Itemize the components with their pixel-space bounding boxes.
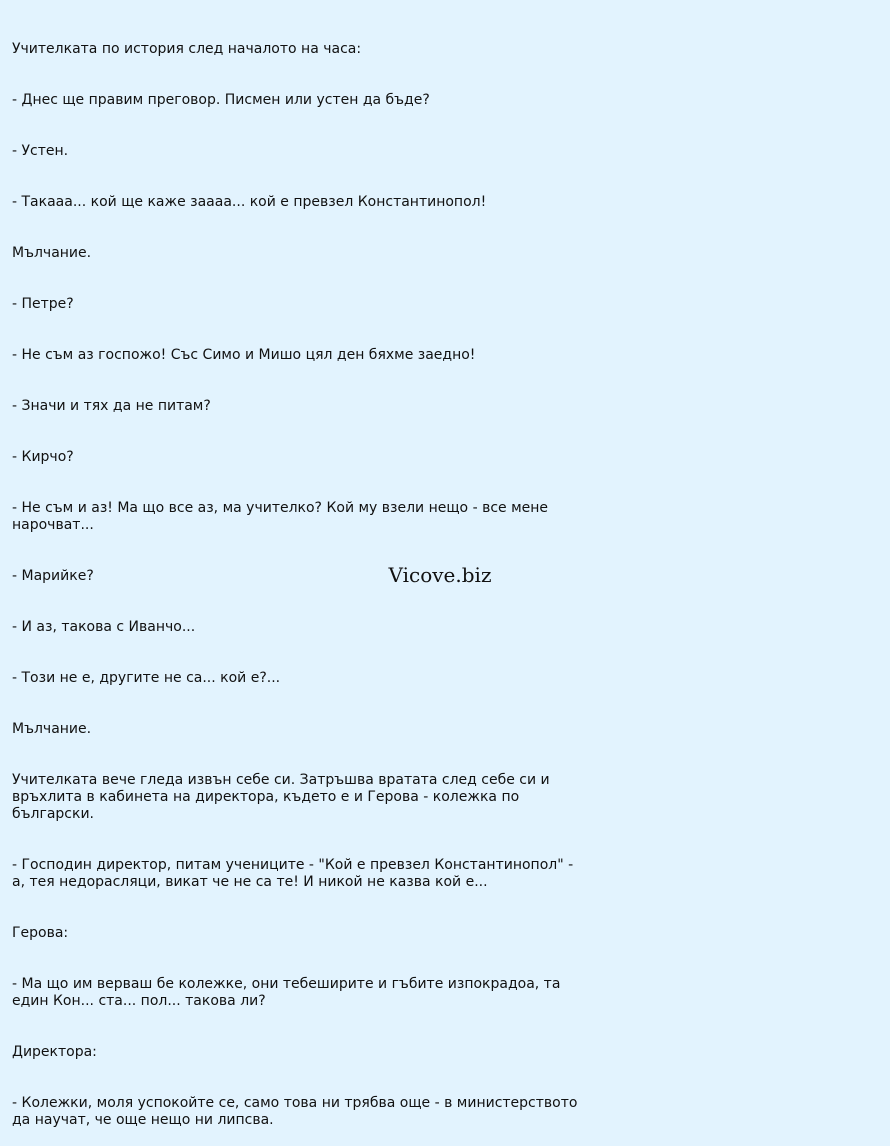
joke-line: - Днес ще правим преговор. Писмен или устен да бъде?: [12, 92, 430, 108]
joke-line: Мълчание.: [12, 245, 92, 261]
joke-line: Учителката вече гледа извън себе си. Затръшва вратата след себе си и връхлита в кабинета на директора, където е и Герова - колежка по български.: [12, 772, 555, 822]
joke-line: - Кирчо?: [12, 449, 74, 465]
joke-line: Директора:: [12, 1044, 97, 1060]
joke-line: - Господин директор, питам учениците - "Кой е превзел Константинопол" - а, тея недорасляци, викат че не са те! И никой не казва кой е...: [12, 857, 578, 890]
joke-line: - Този не е, другите не са... кой е?...: [12, 670, 281, 686]
joke-line: Мълчание.: [12, 721, 92, 737]
joke-line: - Такааа... кой ще каже заааа... кой е превзел Константинопол!: [12, 194, 487, 210]
joke-line: Герова:: [12, 925, 69, 941]
joke-line: - Значи и тях да не питам?: [12, 398, 211, 414]
joke-line: - Колежки, моля успокойте се, само това ни трябва още - в министерството да научат, че още нещо ни липсва.: [12, 1095, 582, 1128]
joke-line: - Устен.: [12, 143, 69, 159]
joke-line: - Ма що им верваш бе колежке, они тебеширите и гъбите изпокрадоа, та един Кон... ста... пол... такова ли?: [12, 976, 565, 1009]
joke-line: - И аз, такова с Иванчо...: [12, 619, 196, 635]
site-brand: Vicove.biz: [388, 563, 492, 587]
joke-line: - Марийке?: [12, 568, 94, 584]
joke-line: - Петре?: [12, 296, 74, 312]
joke-line: - Не съм аз госпожо! Със Симо и Мишо цял ден бяхме заедно!: [12, 347, 476, 363]
joke-line: - Не съм и аз! Ма що все аз, ма учителко? Кой му взели нещо - все мене нарочват...: [12, 500, 553, 533]
joke-line: Учителката по история след началото на часа:: [12, 41, 362, 57]
